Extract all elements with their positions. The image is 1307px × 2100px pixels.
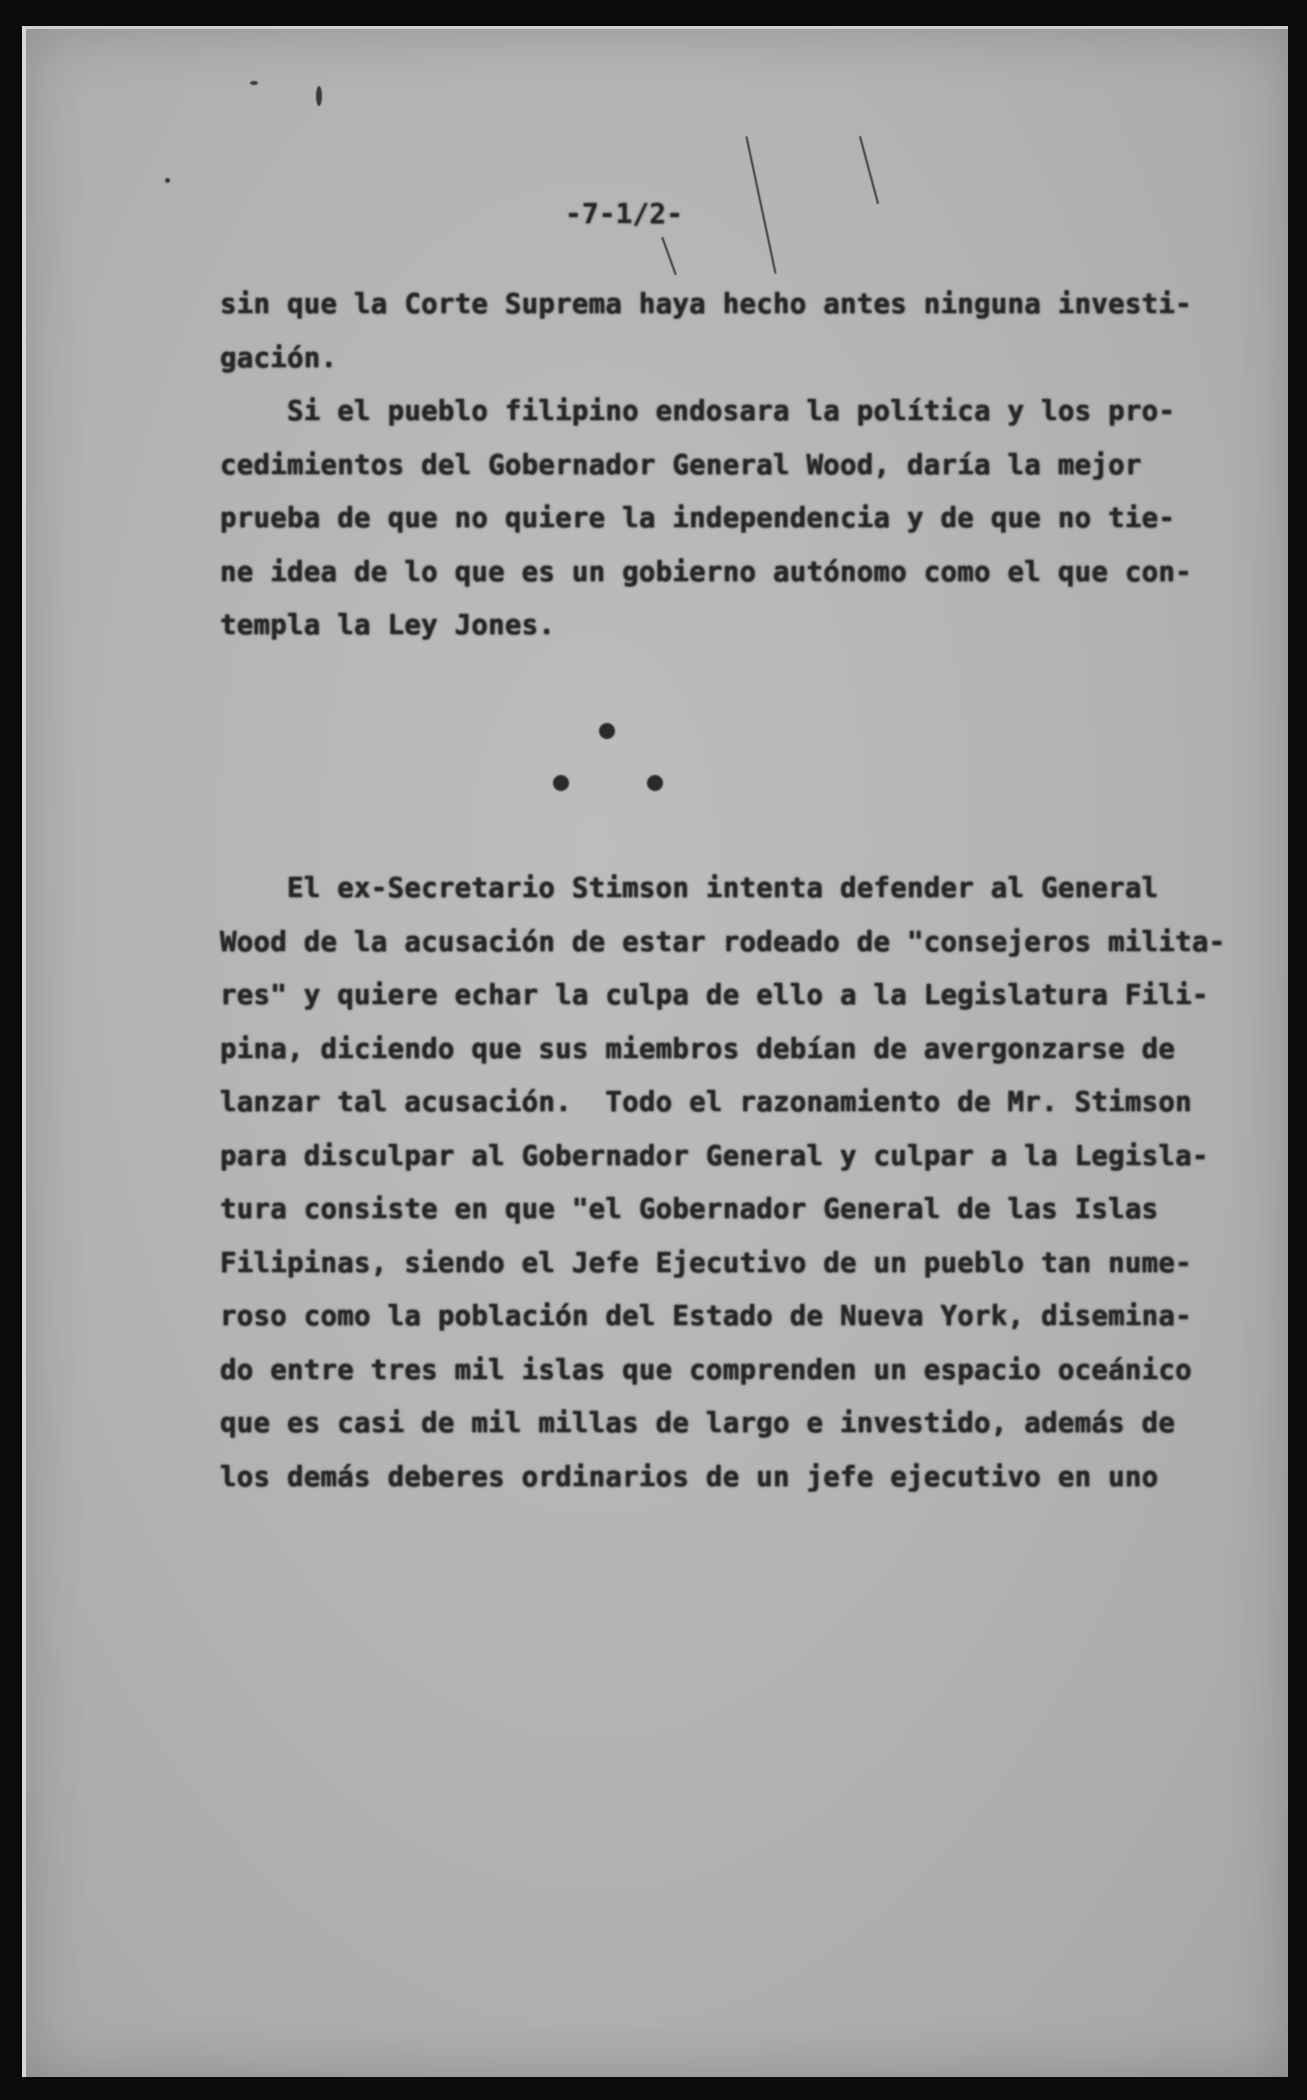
separator-dot-left <box>553 775 569 791</box>
text-line: res" y quiere echar la culpa de ello a la Legislatura Fili- <box>220 979 1209 1011</box>
text-line: para disculpar al Gobernador General y culpar a la Legisla- <box>220 1139 1209 1172</box>
text-line: prueba de que no quiere la independencia y de que no tie- <box>220 502 1176 534</box>
text-line: pina, diciendo que sus miembros debían de avergonzarse de <box>220 1032 1176 1065</box>
paragraph-1 <box>220 278 1192 653</box>
separator-dot-right <box>647 775 663 791</box>
text-line: sin que la Corte Suprema haya hecho antes ninguna investi- <box>220 288 1192 320</box>
text-line: roso como la población del Estado de Nueva York, disemina- <box>220 1300 1192 1332</box>
text-line: que es casi de mil millas de largo e investido, además de <box>220 1407 1176 1439</box>
text-line: tura consiste en que "el Gobernador General de las Islas <box>220 1193 1159 1225</box>
film-speck <box>250 81 258 85</box>
film-speck <box>165 178 170 183</box>
text-line: El ex-Secretario Stimson intenta defender al General <box>220 872 1159 904</box>
text-line: Si el pueblo filipino endosara la política y los pro- <box>220 395 1176 427</box>
text-line: gación. <box>220 341 338 374</box>
text-line: los demás deberes ordinarios de un jefe ejecutivo en uno <box>220 1460 1159 1493</box>
text-line: ne idea de lo que es un gobierno autónomo como el que con- <box>220 555 1192 588</box>
text-line: cedimientos del Gobernador General Wood, daría la mejor <box>220 448 1142 481</box>
separator-dot-top <box>599 723 615 739</box>
text-line: do entre tres mil islas que comprenden un espacio oceánico <box>220 1353 1192 1386</box>
text-line: lanzar tal acusación. Todo el razonamiento de Mr. Stimson <box>220 1086 1192 1118</box>
paragraph-2 <box>220 862 1225 1504</box>
text-line: Wood de la acusación de estar rodeado de "consejeros milita- <box>220 925 1226 958</box>
paper-left-edge <box>22 29 26 2077</box>
text-line: templa la Ley Jones. <box>220 609 556 641</box>
film-speck <box>316 86 322 106</box>
text-line: Filipinas, siendo el Jefe Ejecutivo de un pueblo tan nume- <box>220 1246 1192 1279</box>
page-number: -7-1/2- <box>565 197 684 230</box>
